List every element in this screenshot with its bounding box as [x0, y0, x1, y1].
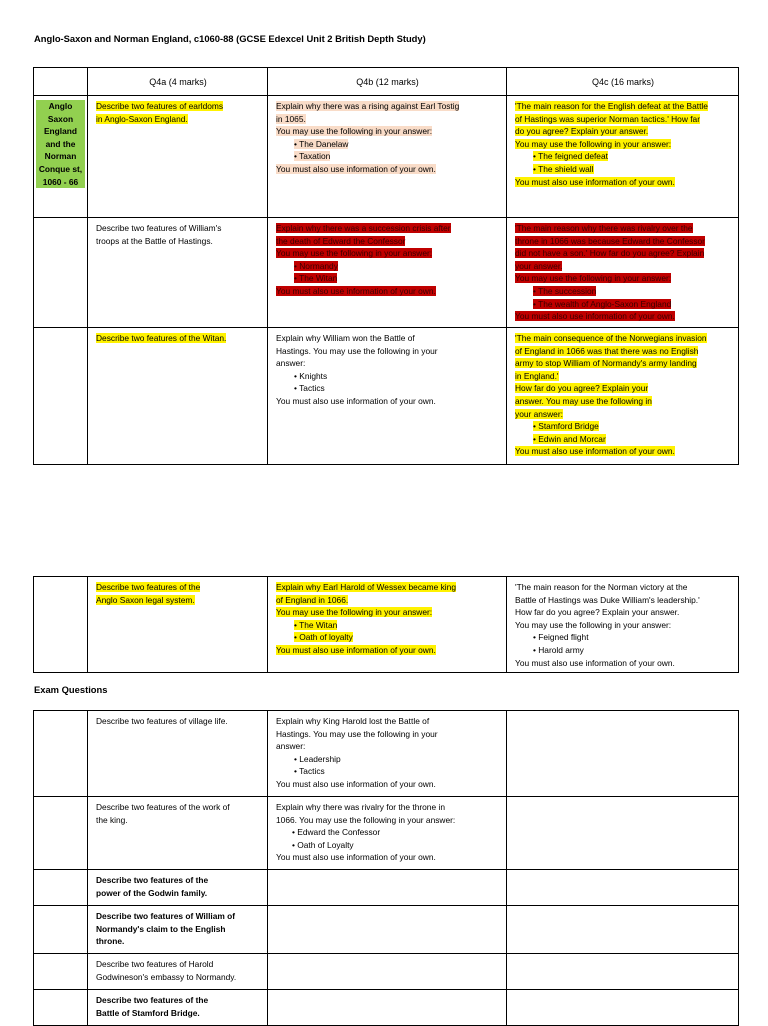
- question-table-2: [33, 576, 739, 673]
- question-cell-q4c-empty: [507, 954, 739, 990]
- question-text: Describe two features of the Anglo Saxon legal system.: [96, 582, 201, 605]
- question-text: 'The main reason why there was rivalry over the throne in 1066 was because Edward the Confessor did not have a son.' How far do you agree? Explain your answer. You may use the following in your answer: • The succession • The wealth of Anglo-Saxon England You must also use information of your own.: [515, 223, 705, 322]
- question-text: Explain why there was a succession crisis after the death of Edward the Confessor You may use the following in your answer: • Normandy • The Witan You must also use information of your own.: [276, 223, 451, 296]
- table-row: [34, 96, 739, 218]
- document-title: Anglo-Saxon and Norman England, c1060-88 (GCSE Edexcel Unit 2 British Depth Study): [34, 33, 426, 44]
- question-cell-q4a: [88, 954, 268, 990]
- question-text: Explain why there was rivalry for the throne in 1066. You may use the following in your answer: • Edward the Confessor • Oath of Loyalty You must also use information of your own.: [276, 802, 456, 863]
- question-cell-q4c-empty: [507, 797, 739, 870]
- table-row: [34, 328, 739, 465]
- question-cell-q4a: [88, 96, 268, 218]
- row-heading-empty: [34, 711, 88, 797]
- question-cell-q4a: [88, 577, 268, 673]
- topic-label: Anglo Saxon England and the Norman Conque st, 1060 - 66: [36, 100, 85, 188]
- table-row: [34, 906, 739, 954]
- table-row: [34, 990, 739, 1026]
- question-cell-q4a: [88, 711, 268, 797]
- question-cell-q4b: [268, 711, 507, 797]
- question-cell-q4a: [88, 328, 268, 465]
- question-cell-q4b-empty: [268, 906, 507, 954]
- question-text: Describe two features of village life.: [96, 716, 228, 726]
- question-text: Explain why King Harold lost the Battle of Hastings. You may use the following in your answer: • Leadership • Tactics You must also use information of your own.: [276, 716, 438, 789]
- question-text: 'The main reason for the English defeat at the Battle of Hastings was superior Norman tactics.' How far do you agree? Explain your answer. You may use the following in your answer: • The feigned defeat • The shield wall You must also use information of your own.: [515, 101, 708, 187]
- question-text: Describe two features of earldoms in Anglo-Saxon England.: [96, 101, 224, 124]
- question-cell-q4a: [88, 797, 268, 870]
- question-cell-q4c: [507, 328, 739, 465]
- question-text: Describe two features of the Battle of Stamford Bridge.: [96, 995, 209, 1018]
- row-heading-topic: [34, 96, 88, 218]
- question-cell-q4c-empty: [507, 990, 739, 1026]
- table-header-row: [34, 68, 739, 96]
- question-table-1: [33, 67, 739, 465]
- table-row: [34, 870, 739, 906]
- question-cell-q4a: [88, 906, 268, 954]
- question-cell-q4a: [88, 870, 268, 906]
- table-row: [34, 711, 739, 797]
- question-cell-q4b-empty: [268, 954, 507, 990]
- question-cell-q4a: [88, 990, 268, 1026]
- question-text: Explain why William won the Battle of Hastings. You may use the following in your answer: • Knights • Tactics You must also use information of your own.: [276, 333, 438, 406]
- question-text: Describe two features of the Witan.: [96, 333, 227, 343]
- question-cell-q4c: [507, 96, 739, 218]
- question-cell-q4b: [268, 328, 507, 465]
- row-heading-empty: [34, 797, 88, 870]
- table-row: [34, 797, 739, 870]
- question-text: Explain why there was a rising against Earl Tostig in 1065. You may use the following in your answer: • The Danelaw • Taxation You must also use information of your own.: [276, 101, 460, 174]
- row-heading-empty: [34, 870, 88, 906]
- question-text: 'The main consequence of the Norwegians invasion of England in 1066 was that there was no English army to stop William of Normandy's army landing in England.' How far do you agree? Explain your answer. You may use the following in your answer: • Stamford Bridge • Edwin and Morcar You must also use information of your own.: [515, 333, 707, 457]
- row-heading-empty: [34, 218, 88, 328]
- question-cell-q4b: [268, 218, 507, 328]
- question-text: Describe two features of Harold Godwineson's embassy to Normandy.: [96, 959, 237, 982]
- header-cell-empty: [34, 68, 88, 96]
- row-heading-empty: [34, 577, 88, 673]
- question-cell-q4c-empty: [507, 906, 739, 954]
- exam-questions-table: [33, 710, 739, 1026]
- question-cell-q4a: [88, 218, 268, 328]
- question-cell-q4b: [268, 96, 507, 218]
- question-text: Describe two features of William of Normandy's claim to the English throne.: [96, 911, 236, 947]
- row-heading-empty: [34, 906, 88, 954]
- exam-questions-heading: Exam Questions: [34, 684, 108, 695]
- question-cell-q4b: [268, 577, 507, 673]
- question-text: Describe two features of the work of the king.: [96, 802, 230, 825]
- question-cell-q4c: [507, 577, 739, 673]
- question-text: 'The main reason for the Norman victory at the Battle of Hastings was Duke William's leadership.' How far do you agree? Explain your answer. You may use the following in your answer: • Feigned flight • Harold army You must also use information of your own.: [515, 582, 700, 668]
- question-cell-q4b-empty: [268, 870, 507, 906]
- question-text: Explain why Earl Harold of Wessex became king of England in 1066. You may use the following in your answer: • The Witan • Oath of loyalty You must also use information of your own.: [276, 582, 456, 655]
- question-cell-q4c: [507, 218, 739, 328]
- header-q4a: Q4a (4 marks): [88, 68, 268, 96]
- table-row: [34, 954, 739, 990]
- header-q4b: Q4b (12 marks): [268, 68, 507, 96]
- question-cell-q4b-empty: [268, 990, 507, 1026]
- table-row: [34, 577, 739, 673]
- question-text: Describe two features of William's troops at the Battle of Hastings.: [96, 223, 222, 246]
- question-text: Describe two features of the power of the Godwin family.: [96, 875, 209, 898]
- question-cell-q4c-empty: [507, 870, 739, 906]
- table-row: [34, 218, 739, 328]
- header-q4c: Q4c (16 marks): [507, 68, 739, 96]
- question-cell-q4b: [268, 797, 507, 870]
- row-heading-empty: [34, 990, 88, 1026]
- row-heading-empty: [34, 328, 88, 465]
- question-cell-q4c-empty: [507, 711, 739, 797]
- row-heading-empty: [34, 954, 88, 990]
